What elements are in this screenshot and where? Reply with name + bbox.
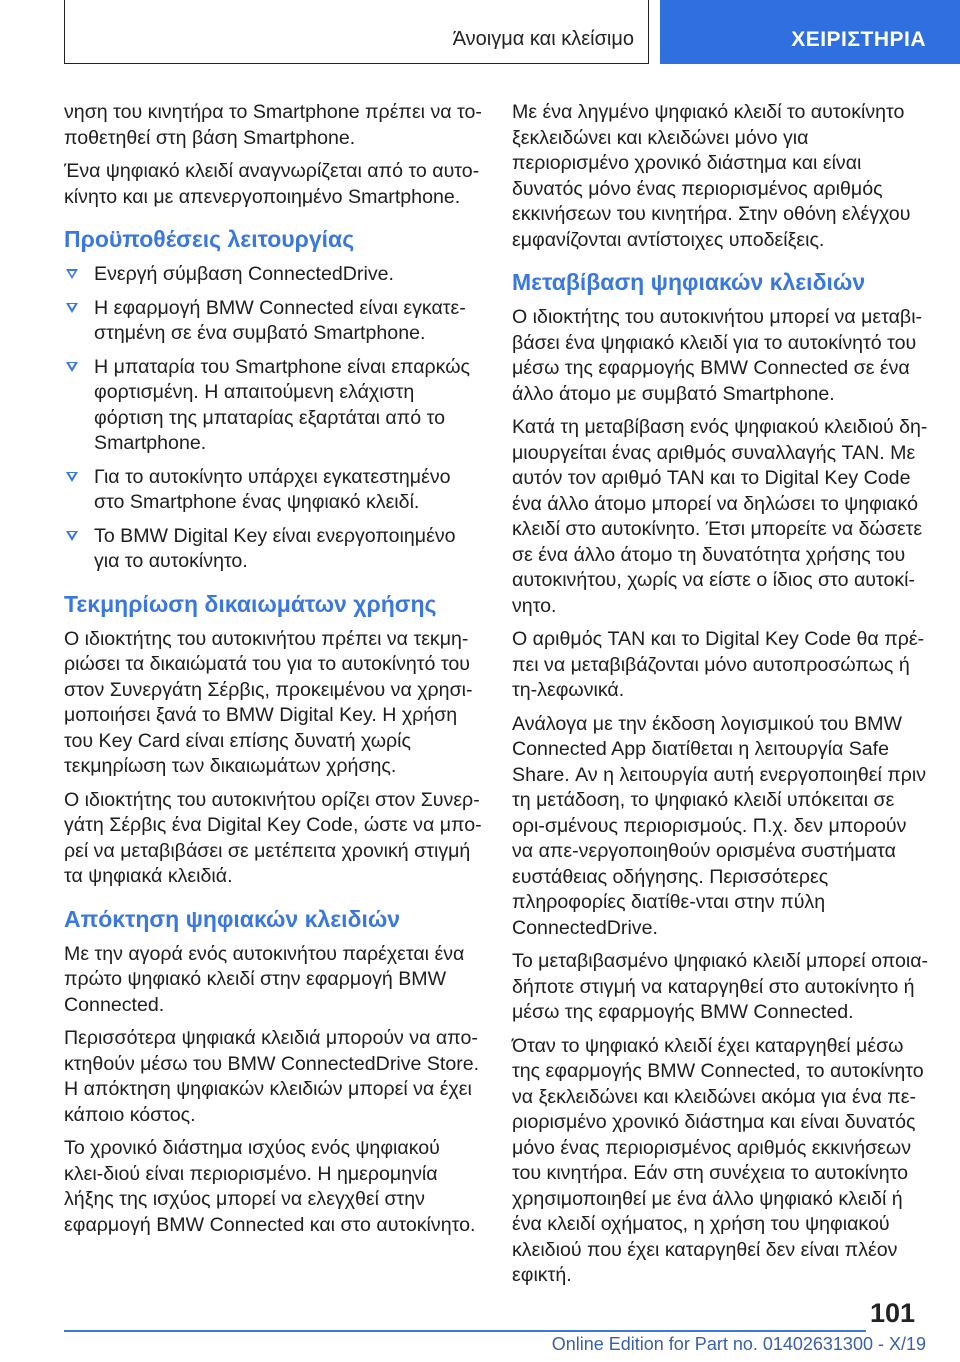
triangle-bullet-icon bbox=[66, 303, 78, 313]
paragraph: Ένα ψηφιακό κλειδί αναγνωρίζεται από το αυτο-κίνητο και με απενεργοποιημένο Smartphone. bbox=[64, 160, 480, 208]
right-column bbox=[512, 100, 930, 1297]
header-section-title: Άνοιγμα και κλείσιμο bbox=[452, 28, 634, 50]
paragraph: Ο ιδιοκτήτης του αυτοκινήτου πρέπει να τεκμη-ριώσει τα δικαιώματά του για το αυτοκίνητό του στον Συνεργάτη Σέρβις, προκειμένου να χρησι-μοποιήσει ξανά το BMW Digital Key. Η χρήση του Key Card είναι επίσης δυνατή χωρίς τεκμηρίωση των δικαιωμάτων χρήσης. bbox=[64, 627, 473, 777]
triangle-bullet-icon bbox=[66, 472, 78, 482]
paragraph: Όταν το ψηφιακό κλειδί έχει καταργηθεί μέσω της εφαρμογής BMW Connected, το αυτοκίνητο να ξεκλειδώνει και κλειδώνει ακόμα για ένα πε-ριορισμένο χρονικό διάστημα και είναι δυνατός μόνο ένας περιορισμένος αριθμός εκκινήσεων του κινητήρα. Εάν στη συνέχεια το αυτοκίνητο χρησιμοποιηθεί με ένα άλλο ψηφιακό κλειδί ή ένα κλειδί οχήματος, η χρήση του ψηφιακού κλειδιού που έχει καταργηθεί δεν είναι πλέον εφικτή. bbox=[512, 1034, 924, 1286]
left-column bbox=[64, 100, 484, 1246]
triangle-bullet-icon bbox=[66, 362, 78, 372]
list-item-text: Το BMW Digital Key είναι ενεργοποιημένο για το αυτοκίνητο. bbox=[94, 524, 456, 572]
list-item-text: Η εφαρμογή BMW Connected είναι εγκατε-στημένη σε ένα συμβατό Smartphone. bbox=[94, 296, 466, 344]
section-heading: Τεκμηρίωση δικαιωμάτων χρήσης bbox=[64, 590, 437, 617]
requirements-list bbox=[64, 262, 484, 575]
paragraph: Κατά τη μεταβίβαση ενός ψηφιακού κλειδιού δη-μιουργείται ένας αριθμός συναλλαγής TAN. Με αυτόν τον αριθμό TAN και το Digital Key Code ένα άλλο άτομο μπορεί να δηλώσει το ψηφιακό κλειδί στο αυτοκίνητο. Έτσι μπορείτε να δώσετε σε ένα άλλο άτομο τη δυνατότητα χρήσης του αυτοκινήτου, χωρίς να είστε ο ίδιος στο αυτοκί-νητο. bbox=[512, 416, 928, 617]
paragraph: Με ένα ληγμένο ψηφιακό κλειδί το αυτοκίνητο ξεκλειδώνει και κλειδώνει μόνο για περιορισμένο χρονικό διάστημα και είναι δυνατός μόνο ένας περιορισμένος αριθμός εκκινήσεων του κινητήρα. Στην οθόνη ελέγχου εμφανίζονται αντίστοιχες υποδείξεις. bbox=[512, 101, 911, 251]
list-item-text: Ενεργή σύμβαση ConnectedDrive. bbox=[94, 263, 394, 285]
section-heading: Προϋποθέσεις λειτουργίας bbox=[64, 226, 355, 252]
paragraph: Ανάλογα με την έκδοση λογισμικού του BMW Connected App διατίθεται η λειτουργία Safe Share. Αν η λειτουργία αυτή ενεργοποιηθεί πριν τη μετάδοση, το ψηφιακό κλειδί υπόκειται σε ορι-σμένους περιορισμούς. Π.χ. δεν μπορούν να απε-νεργοποιηθούν ορισμένα συστήματα ευστάθειας οδήγησης. Περισσότερες πληροφορίες διατίθε-νται στην πύλη ConnectedDrive. bbox=[512, 712, 927, 939]
list-item-text: Για το αυτοκίνητο υπάρχει εγκατεστημένο στο Smartphone ένας ψηφιακό κλειδί. bbox=[94, 465, 451, 513]
section-heading: Μεταβίβαση ψηφιακών κλειδιών bbox=[512, 269, 866, 295]
header-section-tab bbox=[64, 0, 649, 64]
list-item bbox=[64, 465, 484, 516]
page-number: 101 bbox=[870, 1298, 916, 1328]
paragraph: νηση του κινητήρα το Smartphone πρέπει να το-ποθετηθεί στη βάση Smartphone. bbox=[64, 101, 482, 149]
triangle-bullet-icon bbox=[66, 531, 78, 541]
list-item bbox=[64, 296, 484, 347]
list-item bbox=[64, 524, 484, 575]
paragraph: Ο ιδιοκτήτης του αυτοκινήτου μπορεί να μεταβι-βάσει ένα ψηφιακό κλειδί για το αυτοκίνητό του μέσω της εφαρμογής BMW Connected σε ένα άλλο άτομο με συμβατό Smartphone. bbox=[512, 306, 923, 405]
paragraph: Ο αριθμός TAN και το Digital Key Code θα πρέ-πει να μεταβιβάζονται μόνο αυτοπροσώπως ή τη-λεφωνικά. bbox=[512, 628, 925, 701]
paragraph: Το μεταβιβασμένο ψηφιακό κλειδί μπορεί οποια-δήποτε στιγμή να καταργηθεί στο αυτοκίνητο ή μέσω της εφαρμογής BMW Connected. bbox=[512, 950, 929, 1023]
section-heading: Απόκτηση ψηφιακών κλειδιών bbox=[64, 905, 401, 932]
paragraph: Με την αγορά ενός αυτοκινήτου παρέχεται ένα πρώτο ψηφιακό κλειδί στην εφαρμογή BMW Connected. bbox=[64, 942, 465, 1016]
list-item-text: Η μπαταρία του Smartphone είναι επαρκώς φορτισμένη. Η απαιτούμενη ελάχιστη φόρτιση της μπαταρίας εξαρτάται από το Smartphone. bbox=[94, 355, 470, 454]
list-item bbox=[64, 262, 484, 288]
paragraph: Περισσότερα ψηφιακά κλειδιά μπορούν να απο-κτηθούν μέσω του BMW ConnectedDrive Store. Η απόκτηση ψηφιακών κλειδιών μπορεί να έχει κάποιο κόστος. bbox=[64, 1027, 480, 1126]
header-chapter-tab bbox=[660, 0, 960, 64]
paragraph: Ο ιδιοκτήτης του αυτοκινήτου ορίζει στον Συνερ-γάτη Σέρβις ένα Digital Key Code, ώστε να μπο-ρεί να μεταβιβάσει σε μετέπειτα χρονική στιγμή τα ψηφιακά κλειδιά. bbox=[64, 788, 482, 887]
header-chapter-title: ΧΕΙΡΙΣΤΗΡΙΑ bbox=[791, 28, 926, 51]
footer-edition-text: Online Edition for Part no. 01402631300 - X/19 bbox=[551, 1334, 926, 1354]
footer-divider bbox=[64, 1330, 866, 1332]
paragraph: Το χρονικό διάστημα ισχύος ενός ψηφιακού κλει-διού είναι περιορισμένο. Η ημερομηνία λήξης της ισχύος μπορεί να ελεγχθεί στην εφαρμογή BMW Connected και στο αυτοκίνητο. bbox=[64, 1137, 476, 1236]
triangle-bullet-icon bbox=[66, 269, 78, 279]
list-item bbox=[64, 355, 484, 457]
